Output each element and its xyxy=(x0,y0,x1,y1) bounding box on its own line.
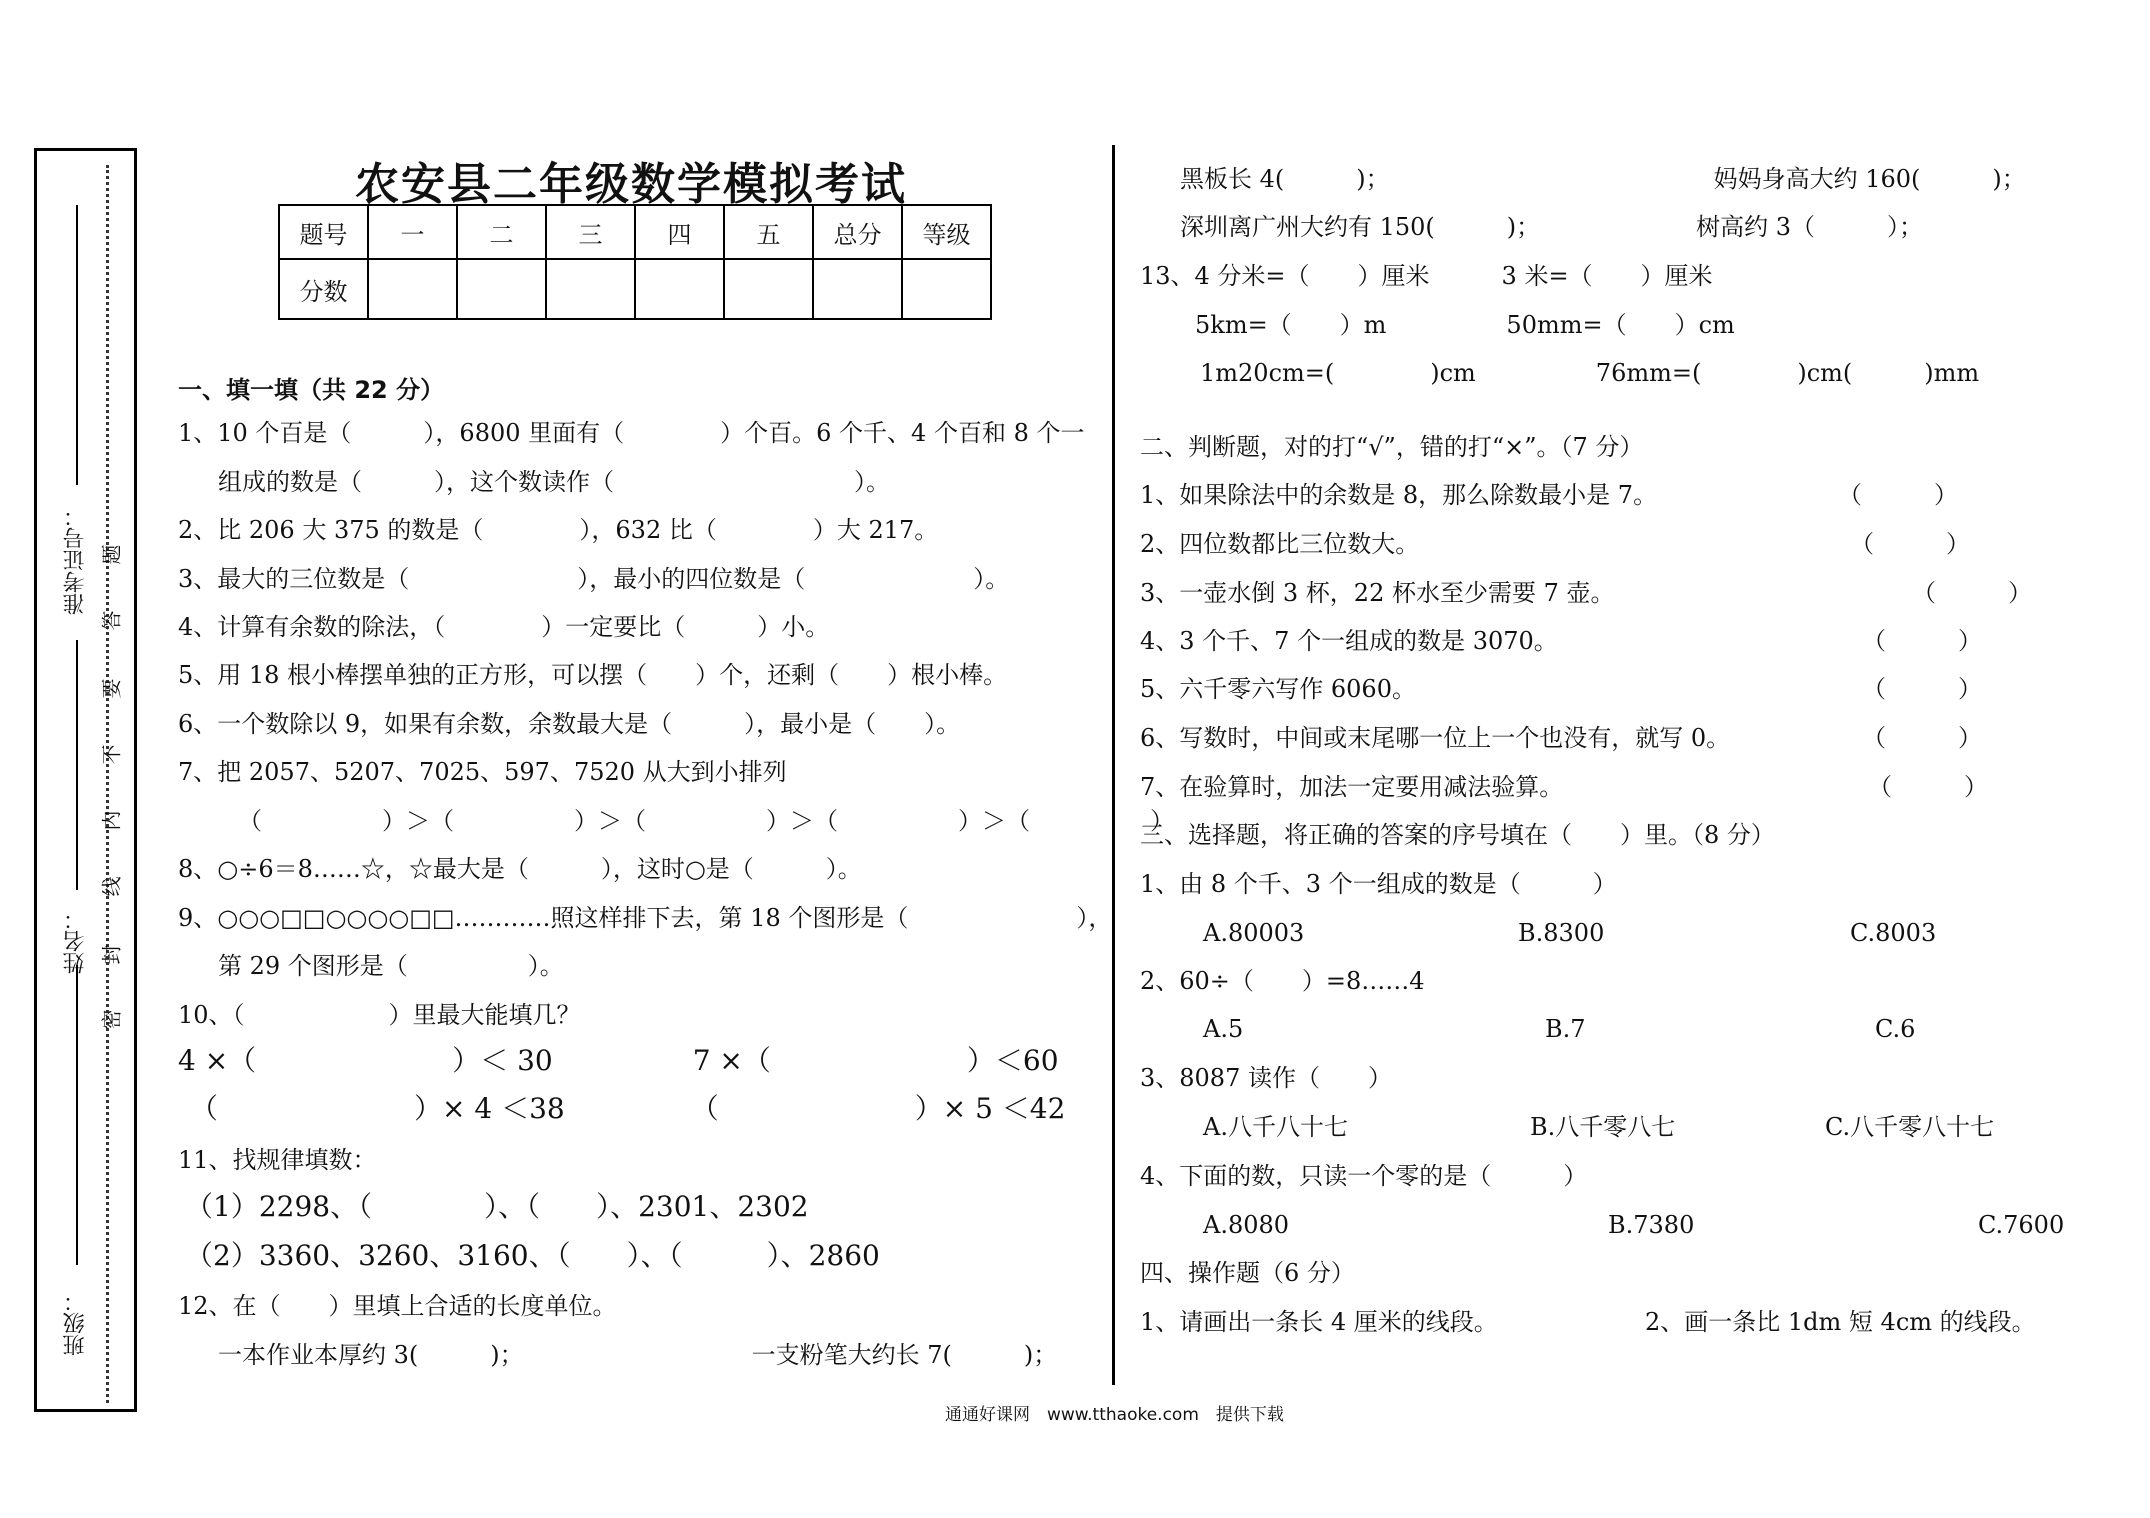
score-row-label: 分数 xyxy=(279,259,368,319)
choice-option[interactable]: C.6 xyxy=(1875,1015,1916,1043)
question-line: 8、○÷6＝8……☆，☆最大是（ ），这时○是（ ）。 xyxy=(178,855,862,883)
score-header: 四 xyxy=(635,205,724,259)
score-cell[interactable] xyxy=(546,259,635,319)
choice-option[interactable]: B.7380 xyxy=(1608,1211,1695,1239)
question-line: 11、找规律填数： xyxy=(178,1146,377,1174)
question-line: 一本作业本厚约 3( )； 一支粉笔大约长 7( )； xyxy=(218,1341,1058,1369)
choice-option[interactable]: A.5 xyxy=(1203,1015,1244,1043)
question-line: 12、在（ ）里填上合适的长度单位。 xyxy=(178,1292,617,1320)
score-header: 题号 xyxy=(279,205,368,259)
judge-question: 4、3 个千、7 个一组成的数是 3070。 xyxy=(1140,627,1558,655)
score-header: 等级 xyxy=(902,205,991,259)
choice-option[interactable]: B.7 xyxy=(1545,1015,1586,1043)
question-line: （ ）× 4 ＜38 （ ）× 5 ＜42 xyxy=(190,1092,1066,1125)
judge-question: 7、在验算时，加法一定要用减法验算。 xyxy=(1140,773,1564,801)
section-3-heading: 三、选择题，将正确的答案的序号填在（ ）里。（8 分） xyxy=(1140,821,1775,849)
choice-option[interactable]: A.8080 xyxy=(1203,1211,1290,1239)
choice-option[interactable]: C.7600 xyxy=(1978,1211,2065,1239)
question-line: 5、用 18 根小棒摆单独的正方形，可以摆（ ）个，还剩（ ）根小棒。 xyxy=(178,661,1008,689)
choice-option[interactable]: C.8003 xyxy=(1850,919,1937,947)
question-line: （ ）＞（ ）＞（ ）＞（ ）＞（ ） xyxy=(238,807,1174,835)
footer-credit: 通通好课网 www.tthaoke.com 提供下载 xyxy=(945,1405,1284,1425)
question-line: 13、4 分米=（ ）厘米 3 米=（ ）厘米 xyxy=(1140,262,1713,290)
score-cell[interactable] xyxy=(902,259,991,319)
name-label: 姓名： xyxy=(63,908,88,974)
choice-option[interactable]: B.8300 xyxy=(1518,919,1605,947)
column-divider xyxy=(1112,145,1115,1385)
question-line: 6、一个数除以 9，如果有余数，余数最大是（ ），最小是（ ）。 xyxy=(178,710,961,738)
question-line: 3、最大的三位数是（ ），最小的四位数是（ ）。 xyxy=(178,565,1010,593)
judge-answer-paren[interactable]: （ ） xyxy=(1868,773,1988,801)
judge-answer-paren[interactable]: （ ） xyxy=(1838,481,1958,509)
choice-option[interactable]: B.八千零八七 xyxy=(1530,1113,1676,1141)
question-line: 2、比 206 大 375 的数是（ ），632 比（ ）大 217。 xyxy=(178,516,939,544)
operation-question: 1、请画出一条长 4 厘米的线段。 xyxy=(1140,1308,1498,1336)
question-line: 第 29 个图形是（ ）。 xyxy=(218,952,564,980)
seal-char: 答 xyxy=(99,610,124,631)
exam-id-label: 准考证号： xyxy=(63,505,88,615)
seal-char: 不 xyxy=(99,744,124,765)
judge-question: 6、写数时，中间或末尾哪一位上一个也没有，就写 0。 xyxy=(1140,724,1731,752)
score-cell[interactable] xyxy=(457,259,546,319)
seal-char: 线 xyxy=(99,876,124,897)
score-header: 一 xyxy=(368,205,457,259)
page-title: 农安县二年级数学模拟考试 xyxy=(355,159,907,210)
seal-char: 内 xyxy=(99,810,124,831)
section-1-heading: 一、填一填（共 22 分） xyxy=(178,376,445,404)
seal-char: 密 xyxy=(99,1009,124,1030)
question-line: 深圳离广州大约有 150( )； 树高约 3（ ）； xyxy=(1180,213,1924,241)
judge-answer-paren[interactable]: （ ） xyxy=(1862,627,1982,655)
question-line: （1）2298、（ ）、（ ）、2301、2302 xyxy=(185,1190,809,1223)
seal-char: 封 xyxy=(99,944,124,965)
score-header: 五 xyxy=(724,205,813,259)
seal-char: 要 xyxy=(99,678,124,699)
choice-question: 4、下面的数，只读一个零的是（ ） xyxy=(1140,1162,1588,1190)
judge-question: 3、一壶水倒 3 杯，22 杯水至少需要 7 壶。 xyxy=(1140,579,1615,607)
score-cell[interactable] xyxy=(368,259,457,319)
question-line: 4 ×（ ）＜ 30 7 ×（ ）＜60 xyxy=(178,1044,1059,1077)
question-line: 5km=（ ）m 50mm=（ ）cm xyxy=(1195,311,1735,339)
question-line: 10、（ ）里最大能填几？ xyxy=(178,1001,581,1029)
question-line: 组成的数是（ ），这个数读作（ ）。 xyxy=(218,468,890,496)
question-line: 黑板长 4( )； 妈妈身高大约 160( )； xyxy=(1180,165,2026,193)
question-line: （2）3360、3260、3160、（ ）、（ ）、2860 xyxy=(185,1239,880,1272)
judge-answer-paren[interactable]: （ ） xyxy=(1862,675,1982,703)
judge-answer-paren[interactable]: （ ） xyxy=(1912,579,2032,607)
question-line: 1、10 个百是（ ），6800 里面有（ ）个百。6 个千、4 个百和 8 个一 xyxy=(178,419,1085,447)
score-header: 二 xyxy=(457,205,546,259)
name-line xyxy=(76,640,78,890)
choice-question: 1、由 8 个千、3 个一组成的数是（ ） xyxy=(1140,870,1617,898)
choice-option[interactable]: C.八千零八十七 xyxy=(1825,1113,1995,1141)
section-2-heading: 二、判断题，对的打“√”，错的打“×”。（7 分） xyxy=(1140,433,1644,461)
class-label: 班级： xyxy=(63,1290,88,1356)
judge-question: 5、六千零六写作 6060。 xyxy=(1140,675,1416,703)
score-cell[interactable] xyxy=(635,259,724,319)
section-4-heading: 四、操作题（6 分） xyxy=(1140,1259,1355,1287)
choice-option[interactable]: A.80003 xyxy=(1203,919,1305,947)
score-cell[interactable] xyxy=(813,259,902,319)
choice-question: 2、60÷（ ）=8……4 xyxy=(1140,967,1425,995)
binding-strip xyxy=(34,148,137,1412)
question-line: 1m20cm=( )cm 76mm=( )cm( )mm xyxy=(1200,359,1980,387)
exam-id-line xyxy=(76,205,78,485)
operation-question: 2、画一条比 1dm 短 4cm 的线段。 xyxy=(1645,1308,2036,1336)
question-line: 4、计算有余数的除法，（ ）一定要比（ ）小。 xyxy=(178,613,830,641)
score-header: 总分 xyxy=(813,205,902,259)
seal-char: 题 xyxy=(99,544,124,565)
judge-answer-paren[interactable]: （ ） xyxy=(1850,530,1970,558)
judge-question: 1、如果除法中的余数是 8，那么除数最小是 7。 xyxy=(1140,481,1658,509)
question-line: 7、把 2057、5207、7025、597、7520 从大到小排列 xyxy=(178,758,787,786)
seal-dotted-line xyxy=(106,165,109,1403)
score-cell[interactable] xyxy=(724,259,813,319)
choice-option[interactable]: A.八千八十七 xyxy=(1203,1113,1348,1141)
question-line: 9、○○○□□○○○○□□…………照这样排下去，第 18 个图形是（ ）， xyxy=(178,904,1113,932)
judge-question: 2、四位数都比三位数大。 xyxy=(1140,530,1420,558)
judge-answer-paren[interactable]: （ ） xyxy=(1862,724,1982,752)
class-line xyxy=(76,965,78,1265)
score-header: 三 xyxy=(546,205,635,259)
score-table xyxy=(278,204,992,320)
choice-question: 3、8087 读作（ ） xyxy=(1140,1064,1392,1092)
